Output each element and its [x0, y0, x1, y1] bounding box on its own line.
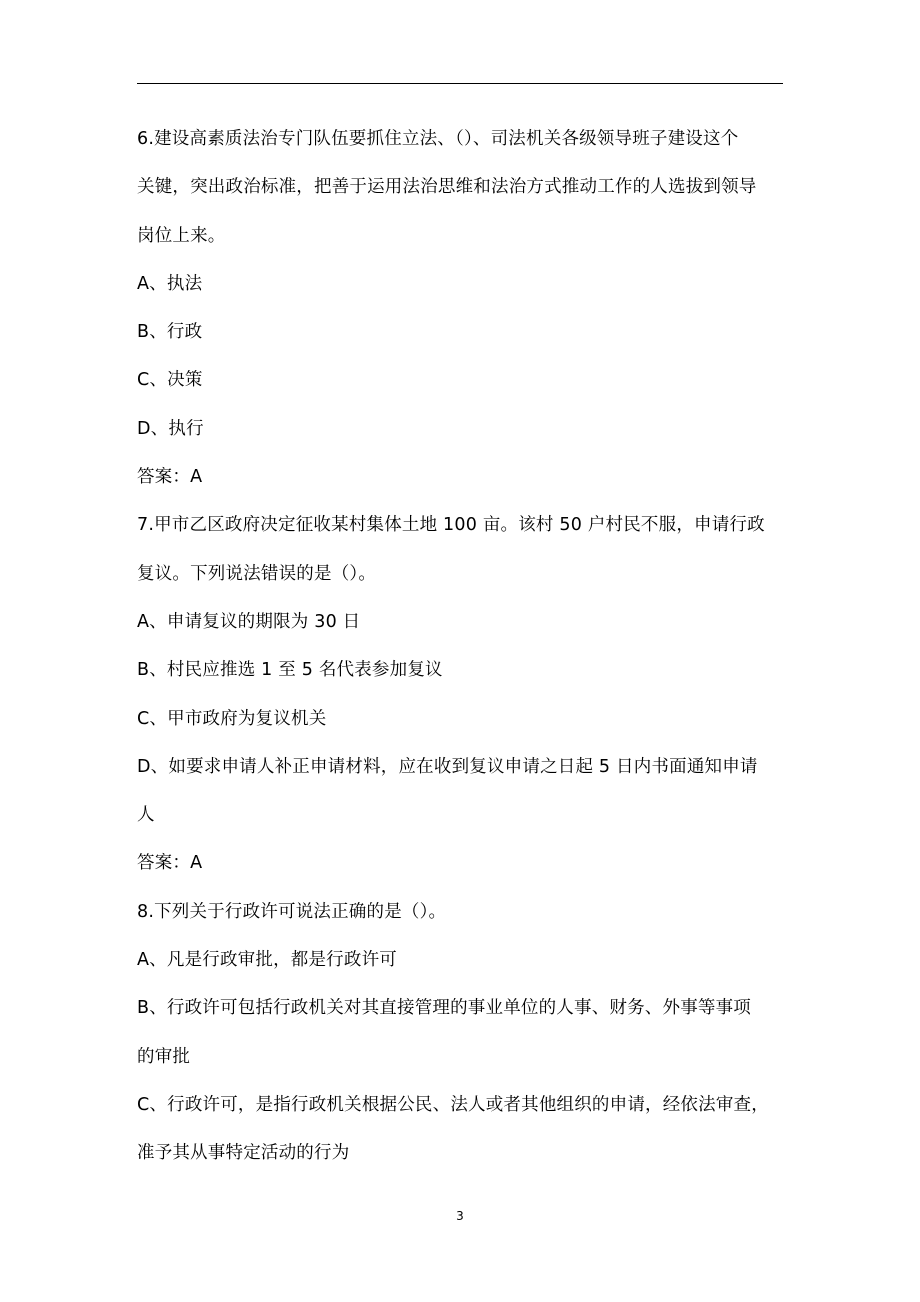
q6-stem-line-3: 岗位上来。 [137, 225, 226, 246]
q8-option-b-line-2: 的审批 [137, 1046, 191, 1067]
q8-option-c-line-2: 准予其从事特定活动的行为 [137, 1143, 350, 1164]
q8-option-c-line-1: C、行政许可，是指行政机关根据公民、法人或者其他组织的申请，经依法审查， [137, 1094, 769, 1115]
q8-option-b-line-1: B、行政许可包括行政机关对其直接管理的事业单位的人事、财务、外事等事项 [137, 998, 752, 1019]
q6-option-a: A、执法 [137, 273, 203, 294]
page-number: 3 [456, 1209, 464, 1223]
q7-option-d-line-2: 人 [137, 805, 155, 826]
q6-option-b: B、行政 [137, 322, 203, 343]
q7-answer: 答案：A [137, 853, 203, 874]
q7-stem-line-2: 复议。下列说法错误的是（）。 [137, 563, 377, 584]
q7-option-d-line-1: D、如要求申请人补正申请材料，应在收到复议申请之日起 5 日内书面通知申请 [137, 756, 758, 777]
q7-option-c: C、甲市政府为复议机关 [137, 708, 327, 729]
document-body [137, 115, 797, 1178]
q6-answer: 答案：A [137, 467, 203, 488]
q7-stem-line-1: 7.甲市乙区政府决定征收某村集体土地 100 亩。该村 50 户村民不服，申请行政 [137, 515, 765, 536]
q6-option-d: D、执行 [137, 418, 204, 439]
q8-stem: 8.下列关于行政许可说法正确的是（）。 [137, 901, 447, 922]
q8-option-a: A、凡是行政审批，都是行政许可 [137, 950, 397, 971]
q6-option-c: C、决策 [137, 370, 203, 391]
q7-option-b: B、村民应推选 1 至 5 名代表参加复议 [137, 660, 443, 681]
q7-option-a: A、申请复议的期限为 30 日 [137, 611, 361, 632]
header-rule [137, 83, 783, 84]
q6-stem-line-1: 6.建设高素质法治专门队伍要抓住立法、（）、司法机关各级领导班子建设这个 [137, 129, 739, 149]
q6-stem-line-2: 关键，突出政治标准，把善于运用法治思维和法治方式推动工作的人选拔到领导 [137, 177, 757, 198]
